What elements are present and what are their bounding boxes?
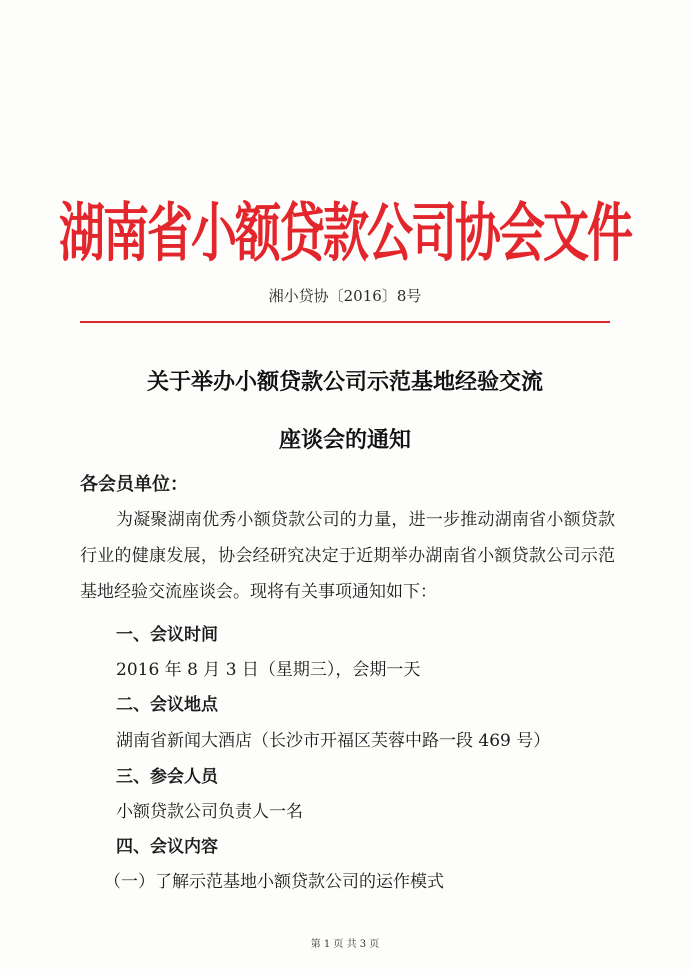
section-time-heading: 一、会议时间: [116, 625, 218, 645]
header-divider: [80, 321, 610, 323]
salutation: 各会员单位：: [80, 474, 188, 495]
section-time-text: 2016 年 8 月 3 日（星期三），会期一天: [116, 660, 421, 680]
page-footer: 第 1 页 共 3 页: [310, 939, 380, 950]
section-attendees-text: 小额贷款公司负责人一名: [116, 802, 303, 822]
document-number: 湘小贷协〔2016〕8号: [268, 287, 422, 305]
section-content-item-1: （一）了解示范基地小额贷款公司的运作模式: [104, 872, 444, 892]
notice-title-line-1: 关于举办小额贷款公司示范基地经验交流: [146, 369, 543, 395]
intro-paragraph: 为凝聚湖南优秀小额贷款公司的力量，进一步推动湖南省小额贷款行业的健康发展，协会经研究决定于近期举办湖南省小额贷款公司示范基地经验交流座谈会。现将有关事项通知如下：: [80, 510, 615, 602]
notice-title-line-2: 座谈会的通知: [278, 427, 411, 453]
section-place-text: 湖南省新闻大酒店（长沙市开福区芙蓉中路一段 469 号）: [116, 731, 551, 751]
section-content-heading: 四、会议内容: [116, 837, 218, 857]
section-place-heading: 二、会议地点: [116, 695, 218, 715]
section-attendees-heading: 三、参会人员: [116, 767, 218, 787]
organization-header: 湖南省小额贷款公司协会文件: [59, 195, 631, 270]
